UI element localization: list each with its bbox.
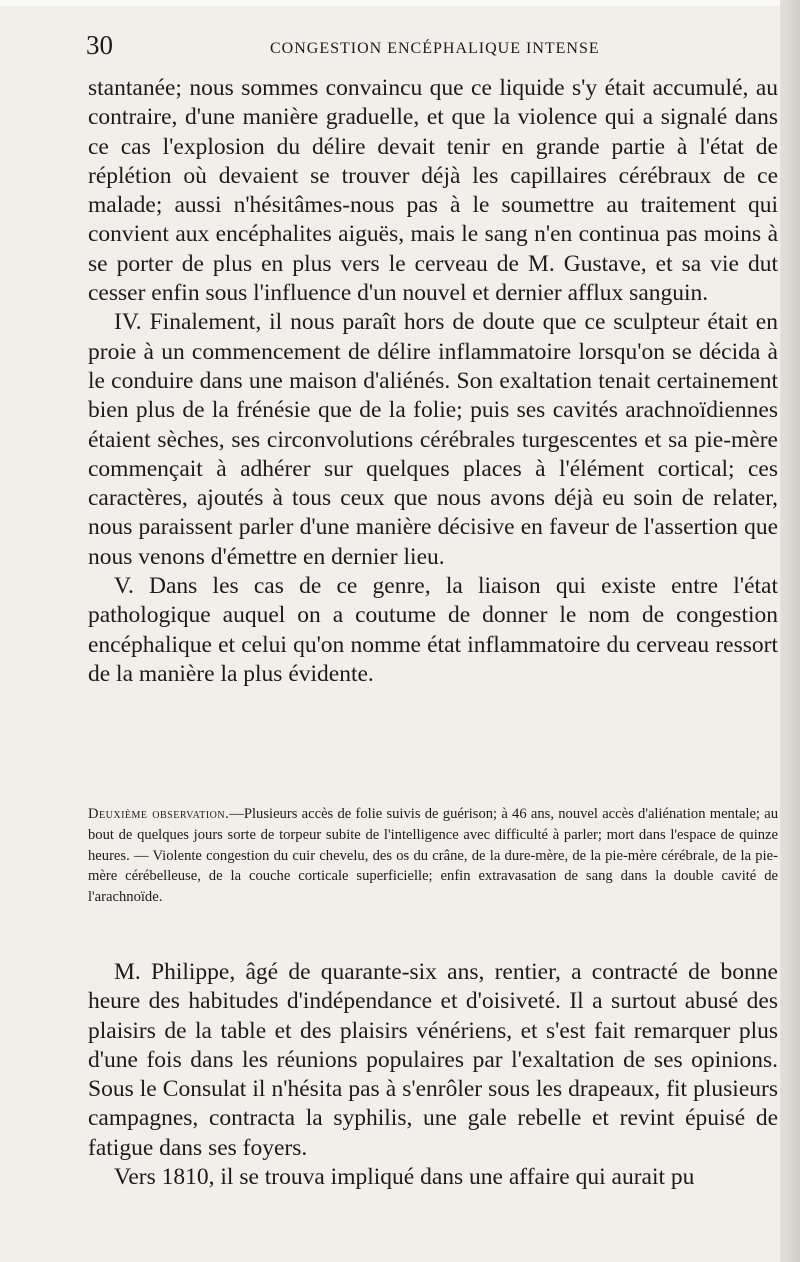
main-text-top [88,74,778,689]
running-title: CONGESTION ENCÉPHALIQUE INTENSE [270,40,600,57]
page-top-edge [0,0,800,6]
paragraph-continuation: stantanée; nous sommes convaincu que ce liquide s'y était accumulé, au contraire, d'une manière graduelle, et que la violence qui a signalé dans ce cas l'explosion du délire devait tenir en grande partie à l'état de réplétion où devaient se trouver déjà les capillaires cérébraux de ce malade; aussi n'hésitâmes-nous pas à le soumettre au traitement qui convient aux encéphalites aiguës, mais le sang n'en continua pas moins à se porter de plus en plus vers le cerveau de M. Gustave, et sa vie dut cesser enfin sous l'influence d'un nouvel et dernier afflux sanguin. [88,75,778,307]
paragraph-philippe: M. Philippe, âgé de quarante-six ans, rentier, a contracté de bonne heure des habitudes d'indépendance et d'oisiveté. Il a surtout abusé des plaisirs de la table et des plaisirs vénériens, et s'est fait remarquer plus d'une fois dans les réunions populaires par l'exaltation de ses opinions. Sous le Consulat il n'hésita pas à s'enrôler sous les drapeaux, fit plusieurs campagnes, contracta la syphilis, une gale rebelle et revint épuisé de fatigue dans ses foyers. [88,959,778,1161]
observation-title: Deuxième observation. [88,806,230,822]
main-text-bottom [88,958,778,1192]
observation-text: —Plusieurs accès de folie suivis de guérison; à 46 ans, nouvel accès d'aliénation mentale; au bout de quelques jours sorte de torpeur subite de l'intelligence avec difficulté à parler; mort dans l'espace de quinze heures. — Violente congestion du cuir chevelu, des os du crâne, de la dure-mère, de la pie-mère cérébrale, de la pie-mère cérébelleuse, de la couche corticale superficielle; enfin extravasation de sang dans la double cavité de l'arachnoïde. [88,806,778,906]
observation-summary [88,804,778,908]
observation-paragraph [88,804,778,908]
paragraph-v: V. Dans les cas de ce genre, la liaison qui existe entre l'état pathologique auquel on a coutume de donner le nom de congestion encéphalique et celui qu'on nomme état inflammatoire du cerveau ressort de la manière la plus évidente. [88,573,778,687]
page-number: 30 [86,30,113,60]
paragraph-1810: Vers 1810, il se trouva impliqué dans une affaire qui aurait pu [114,1164,695,1191]
paragraph-iv: IV. Finalement, il nous paraît hors de doute que ce sculpteur était en proie à un commencement de délire inflammatoire lorsqu'on se décida à le conduire dans une maison d'aliénés. Son exaltation tenait certainement bien plus de la frénésie que de la folie; puis ses cavités arachnoïdiennes étaient sèches, ses circonvolutions cérébrales turgescentes et sa pie-mère commençait à adhérer sur quelques places à l'élément cortical; ces caractères, ajoutés à tous ceux que nous avons déjà eu soin de relater, nous paraissent parler d'une manière décisive en faveur de l'assertion que nous venons d'émettre en dernier lieu. [88,309,778,570]
page-header [86,28,786,68]
page-right-edge [780,0,800,1262]
